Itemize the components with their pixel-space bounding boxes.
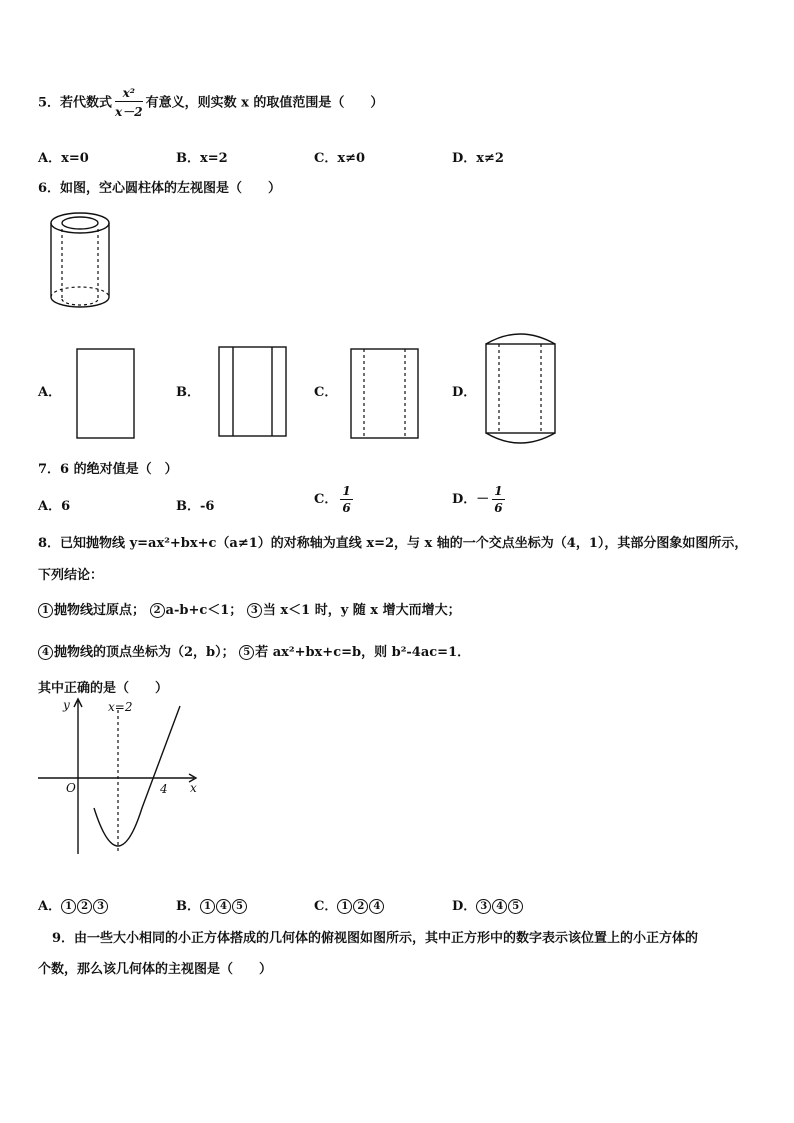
- circled-number: 3: [476, 899, 491, 914]
- q6-option-d-figure: [484, 332, 558, 446]
- q8-option-c: [314, 895, 385, 914]
- q7-option-d-sign: －: [476, 492, 490, 507]
- q7-option-d-letter: D．: [452, 492, 477, 507]
- q5-fraction: [115, 86, 143, 120]
- q8-option-b: [176, 895, 248, 914]
- circled-number: 4: [492, 899, 507, 914]
- q5-option-a-letter: A．: [38, 151, 62, 166]
- q8-option-d: [452, 895, 524, 914]
- q8-option-c-letter: C．: [314, 899, 338, 914]
- circled-2: 2: [150, 603, 165, 618]
- root-label: 4: [160, 782, 168, 796]
- origin-label: O: [66, 781, 76, 795]
- q5-option-c: [314, 147, 365, 166]
- q5-frac-den: x－2: [115, 105, 143, 119]
- q7-option-a-text: 6: [61, 499, 71, 514]
- q8-conclusions-row2: [38, 641, 470, 660]
- circled-5: 5: [239, 645, 254, 660]
- q7-option-c-den: 6: [342, 501, 351, 515]
- q7-option-d-fraction: [492, 484, 504, 515]
- q7-option-b-letter: B．: [176, 499, 200, 514]
- circled-number: 1: [337, 899, 352, 914]
- q8-stem-line1: 8．已知抛物线 y=ax²+bx+c（a≠1）的对称轴为直线 x=2，与 x 轴的一个交点坐标为（4，1），其部分图象如图所示，: [38, 536, 748, 551]
- q8-c2-text: a-b+c＜1；: [165, 603, 243, 618]
- q6-option-a-letter: A．: [38, 385, 62, 400]
- q7-option-a-letter: A．: [38, 499, 62, 514]
- q5-option-c-text: x≠0: [337, 151, 366, 166]
- q8-c1-text: 抛物线过原点；: [54, 603, 146, 618]
- circled-number: 2: [77, 899, 92, 914]
- q8-option-b-letter: B．: [176, 899, 200, 914]
- q7-option-c: [314, 484, 356, 515]
- q5-option-a-text: x=0: [61, 151, 89, 166]
- circled-number: 1: [200, 899, 215, 914]
- q8-c5-text: 若 ax²+bx+c=b，则 b²-4ac=1．: [255, 645, 471, 660]
- q6-option-d-letter: D．: [452, 385, 477, 400]
- q5-option-a: [38, 147, 89, 166]
- q8-option-d-letter: D．: [452, 899, 477, 914]
- q5-option-b-text: x=2: [200, 151, 228, 166]
- circled-4: 4: [38, 645, 53, 660]
- circled-number: 4: [216, 899, 231, 914]
- circled-number: 5: [232, 899, 247, 914]
- q8-c3-text: 当 x＜1 时，y 随 x 增大而增大；: [262, 603, 461, 618]
- q7-option-c-fraction: [340, 484, 352, 515]
- q5-option-d-letter: D．: [452, 151, 477, 166]
- q7-option-a: [38, 495, 70, 514]
- q5-option-d: [452, 147, 504, 166]
- q5-option-d-text: x≠2: [476, 151, 504, 166]
- circled-number: 2: [353, 899, 368, 914]
- circled-number: 3: [93, 899, 108, 914]
- q5-stem: [38, 86, 383, 120]
- q6-stem: 6．如图，空心圆柱体的左视图是（ ）: [38, 181, 282, 196]
- y-axis-label: y: [63, 698, 70, 712]
- q8-conclusions-row1: [38, 599, 461, 618]
- parabola-graph: [34, 696, 214, 860]
- parabola-curve: [94, 706, 180, 846]
- q7-option-b-text: -6: [200, 499, 215, 514]
- q9-stem-line2: 个数，那么该几何体的主视图是（ ）: [38, 962, 273, 977]
- q7-option-d-den: 6: [494, 501, 503, 515]
- q5-text-before: 5．若代数式: [38, 95, 113, 111]
- circled-number: 1: [61, 899, 76, 914]
- x-axis-label: x: [190, 781, 197, 795]
- q7-option-c-num: 1: [342, 484, 351, 498]
- q8-ask: 其中正确的是（ ）: [38, 681, 169, 696]
- q6-option-c-letter: C．: [314, 385, 338, 400]
- q9-stem-line1: 9．由一些大小相同的小正方体搭成的几何体的俯视图如图所示，其中正方形中的数字表示该位置上的小正方体的: [52, 931, 699, 946]
- hollow-cylinder-figure: [40, 205, 120, 315]
- circled-3: 3: [247, 603, 262, 618]
- circled-number: 5: [508, 899, 523, 914]
- q8-stem-line2: 下列结论：: [38, 568, 104, 583]
- q5-option-b-letter: B．: [176, 151, 200, 166]
- q6-option-c-figure: [350, 348, 420, 440]
- q6-option-a-figure: [76, 348, 136, 440]
- q7-option-b: [176, 495, 214, 514]
- q8-option-a-letter: A．: [38, 899, 62, 914]
- q5-text-after: 有意义，则实数 x 的取值范围是（ ）: [145, 95, 384, 111]
- q8-c4-text: 抛物线的顶点坐标为（2，b）；: [54, 645, 235, 660]
- q5-option-b: [176, 147, 228, 166]
- q5-option-c-letter: C．: [314, 151, 338, 166]
- symmetry-axis-label: x=2: [108, 700, 133, 714]
- q6-option-b-figure: [218, 346, 288, 438]
- circled-1: 1: [38, 603, 53, 618]
- q7-option-c-letter: C．: [314, 492, 338, 507]
- q6-option-b-letter: B．: [176, 385, 200, 400]
- q7-stem: 7．6 的绝对值是（ ）: [38, 462, 178, 477]
- q5-frac-num: x²: [115, 86, 143, 102]
- circled-number: 4: [369, 899, 384, 914]
- q7-option-d: [452, 484, 508, 515]
- q7-option-d-num: 1: [494, 484, 503, 498]
- q8-option-a: [38, 895, 109, 914]
